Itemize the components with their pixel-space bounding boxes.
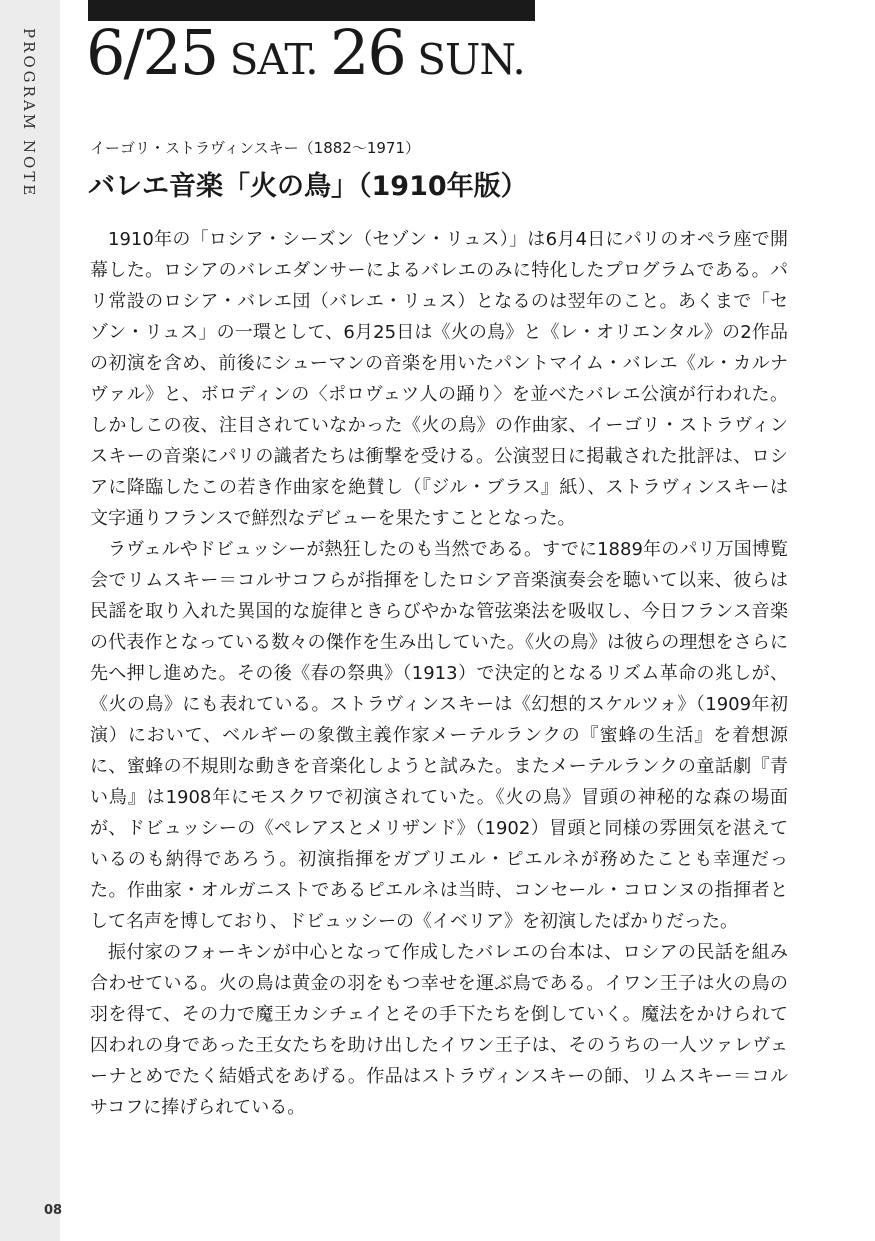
sidebar [0,0,63,1241]
paragraph: ラヴェルやドビュッシーが熱狂したのも当然である。すでに1889年のパリ万国博覧会でリムスキー＝コルサコフらが指揮をしたロシア音楽演奏会を聴いて以来、彼らは民謡を取り入れた異国的な旋律ときらびやかな管弦楽法を吸収し、今日フランス音楽の代表作となっている数々の傑作を生み出していた。《火の鳥》は彼らの理想をさらに先へ押し進めた。その後《春の祭典》（1913）で決定的となるリズム革命の兆しが、《火の鳥》にも表れている。ストラヴィンスキーは《幻想的スケルツォ》（1909年初演）において、ベルギーの象徴主義作家メーテルランクの『蜜蜂の生活』を着想源に、蜜蜂の不規則な動きを音楽化しようと試みた。またメーテルランクの童話劇『青い鳥』は1908年にモスクワで初演されていた。《火の鳥》冒頭の神秘的な森の場面が、ドビュッシーの《ペレアスとメリザンド》（1902）冒頭と同様の雰囲気を湛えているのも納得であろう。初演指揮をガブリエル・ピエルネが務めたことも幸運だった。作曲家・オルガニストであるピエルネは当時、コンセール・コロンヌの指揮者として名声を博しており、ドビュッシーの《イベリア》を初演したばかりだった。 [90,539,788,932]
day-second: SUN. [404,35,525,84]
page-number: 08 [44,1203,63,1218]
paragraph: 1910年の「ロシア・シーズン（セゾン・リュス）」は6月4日にパリのオペラ座で開幕した。ロシアのバレエダンサーによるバレエのみに特化したプログラムである。パリ常設のロシア・バレエ団（バレエ・リュス）となるのは翌年のこと。あくまで「セゾン・リュス」の一環として、6月25日は《火の鳥》と《レ・オリエンタル》の2作品の初演を含め、前後にシューマンの音楽を用いたパントマイム・バレエ《ル・カルナヴァル》と、ボロディンの〈ポロヴェツ人の踊り〉を並べたバレエ公演が行われた。しかしこの夜、注目されていなかった《火の鳥》の作曲家、イーゴリ・ストラヴィンスキーの音楽にパリの識者たちは衝撃を受ける。公演翌日に掲載された批評は、ロシアに降臨したこの若き作曲家を絶賛し（『ジル・ブラス』紙）、ストラヴィンスキーは文字通りフランスで鮮烈なデビューを果たすこととなった。 [90,229,788,529]
program-note-body [90,224,788,1123]
date-second: 26 [329,16,405,89]
work-title: バレエ音楽「火の鳥」（1910年版） [88,171,528,202]
date-first: 6/25 [86,16,218,89]
paragraph: 振付家のフォーキンが中心となって作成したバレエの台本は、ロシアの民話を組み合わせている。火の鳥は黄金の羽をもつ幸せを運ぶ鳥である。イワン王子は火の鳥の羽を得て、その力で魔王カシチェイとその手下たちを倒していく。魔法をかけられて囚われの身であった王女たちを助け出したイワン王子は、そのうちの一人ツァレヴェーナとめでたく結婚式をあげる。作品はストラヴィンスキーの師、リムスキー＝コルサコフに捧げられている。 [90,942,788,1118]
day-first: SAT. [217,35,330,84]
concert-dates [86,16,525,89]
composer-name: イーゴリ・ストラヴィンスキー（1882〜1971） [90,139,420,157]
section-label: PROGRAM NOTE [20,28,38,199]
